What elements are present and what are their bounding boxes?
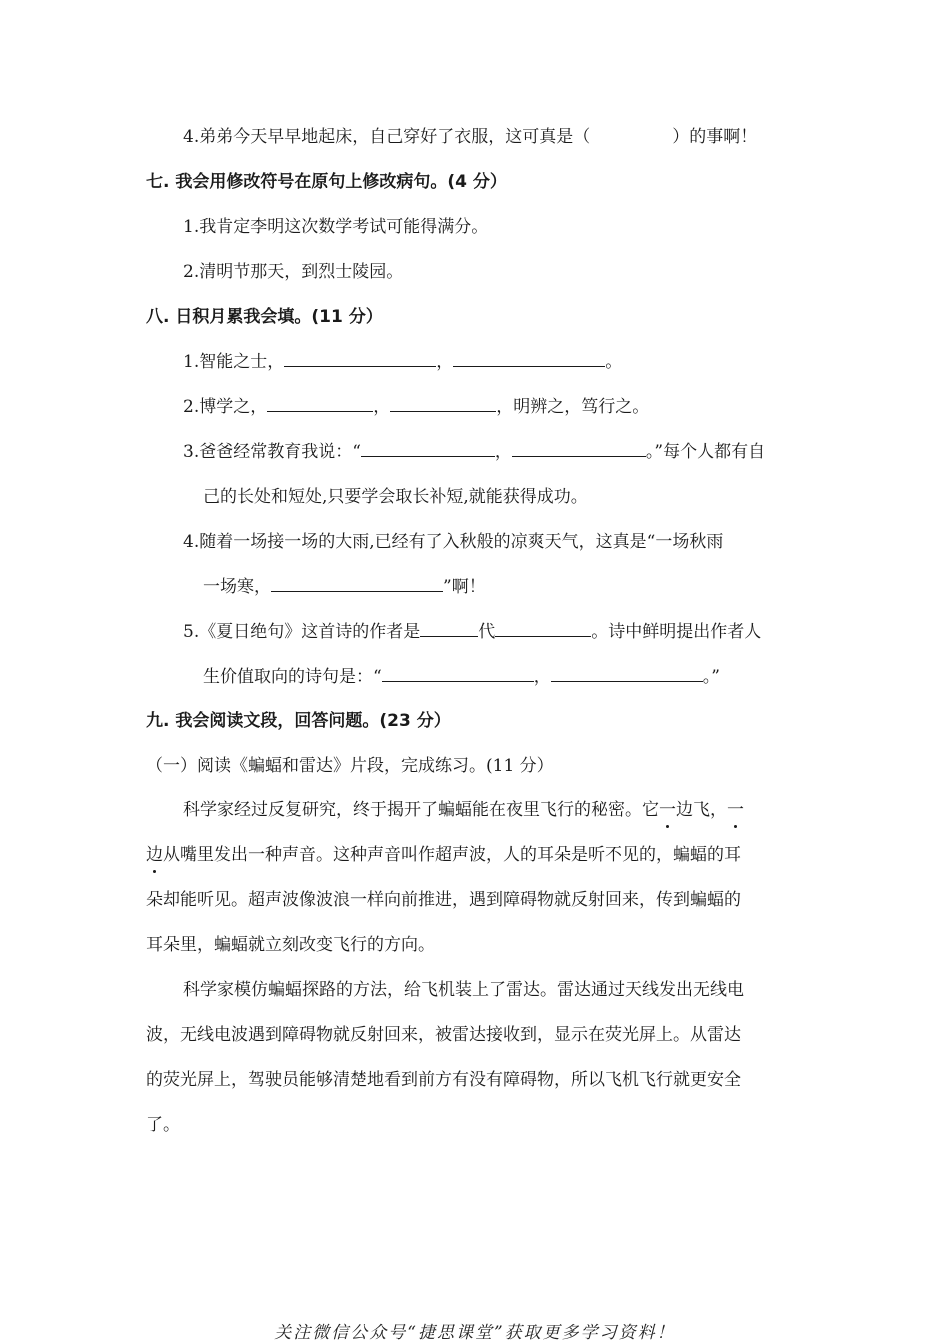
- section-8-item-5: 5.《夏日绝句》这首诗的作者是 代 。诗中鲜明提出作者人: [183, 622, 762, 642]
- fill-blank: [453, 350, 605, 367]
- paragraph-2-line-3: 的荧光屏上，驾驶员能够清楚地看到前方有没有障碍物，所以飞机飞行就更安全: [146, 1070, 741, 1090]
- reading-1-instruction: （一）阅读《蝙蝠和雷达》片段，完成练习。(11 分）: [146, 756, 554, 776]
- fill-blank: [361, 440, 495, 457]
- section-8-item-1: 1.智能之士， ， 。: [183, 352, 623, 372]
- section-7-item-1: 1.我肯定李明这次数学考试可能得满分。: [183, 217, 489, 237]
- paragraph-2-line-4: 了。: [146, 1115, 180, 1135]
- fill-blank: [271, 575, 443, 592]
- section-7-heading: 七. 我会用修改符号在原句上修改病句。(4 分）: [146, 172, 507, 192]
- emphasis-dot-char: 一: [727, 800, 744, 820]
- emphasis-dot-char: 边: [146, 845, 163, 865]
- section-8-item-4-line-2: 一场寒， ”啊！: [203, 577, 486, 597]
- section-8-item-3: 3.爸爸经常教育我说：“ ， 。”每个人都有自: [183, 442, 766, 462]
- fill-blank: [420, 620, 478, 637]
- fill-blank: [512, 440, 646, 457]
- paragraph-2-line-1: 科学家模仿蝙蝠探路的方法，给飞机装上了雷达。雷达通过天线发出无线电: [183, 980, 744, 1000]
- fill-blank: [551, 665, 703, 682]
- section-8-item-4: 4.随着一场接一场的大雨,已经有了入秋般的凉爽天气，这真是“一场秋雨: [183, 532, 724, 552]
- paragraph-1-line-4: 耳朵里，蝙蝠就立刻改变飞行的方向。: [146, 935, 435, 955]
- fill-blank: [284, 350, 436, 367]
- section-8-item-3-line-2: 己的长处和短处,只要学会取长补短,就能获得成功。: [203, 487, 588, 507]
- section-8-item-2: 2.博学之， ， ，明辨之，笃行之。: [183, 397, 650, 417]
- section-9-heading: 九. 我会阅读文段，回答问题。(23 分）: [146, 711, 451, 731]
- fill-blank: [267, 395, 373, 412]
- paragraph-2-line-2: 波，无线电波遇到障碍物就反射回来，被雷达接收到，显示在荧光屏上。从雷达: [146, 1025, 741, 1045]
- paragraph-1-line-2: 边从嘴里发出一种声音。这种声音叫作超声波，人的耳朵是听不见的，蝙蝠的耳: [146, 845, 741, 865]
- section-8-heading: 八. 日积月累我会填。(11 分）: [146, 307, 383, 327]
- fill-blank: [382, 665, 534, 682]
- section-8-item-5-line-2: 生价值取向的诗句是：“ ， 。”: [203, 667, 720, 687]
- paragraph-1-line-3: 朵却能听见。超声波像波浪一样向前推进，遇到障碍物就反射回来，传到蝙蝠的: [146, 890, 741, 910]
- emphasis-dot-char: 一: [659, 800, 676, 820]
- fill-blank: [390, 395, 496, 412]
- footer-notice: 关注微信公众号“捷思课堂”获取更多学习资料！: [274, 1323, 676, 1343]
- fill-blank: [495, 620, 591, 637]
- paragraph-1-line-1: 科学家经过反复研究，终于揭开了蝙蝠能在夜里飞行的秘密。它一边飞，一: [183, 800, 744, 820]
- question-6-item-4: 4.弟弟今天早早地起床，自己穿好了衣服，这可真是（ ）的事啊！: [183, 127, 758, 147]
- section-7-item-2: 2.清明节那天，到烈士陵园。: [183, 262, 404, 282]
